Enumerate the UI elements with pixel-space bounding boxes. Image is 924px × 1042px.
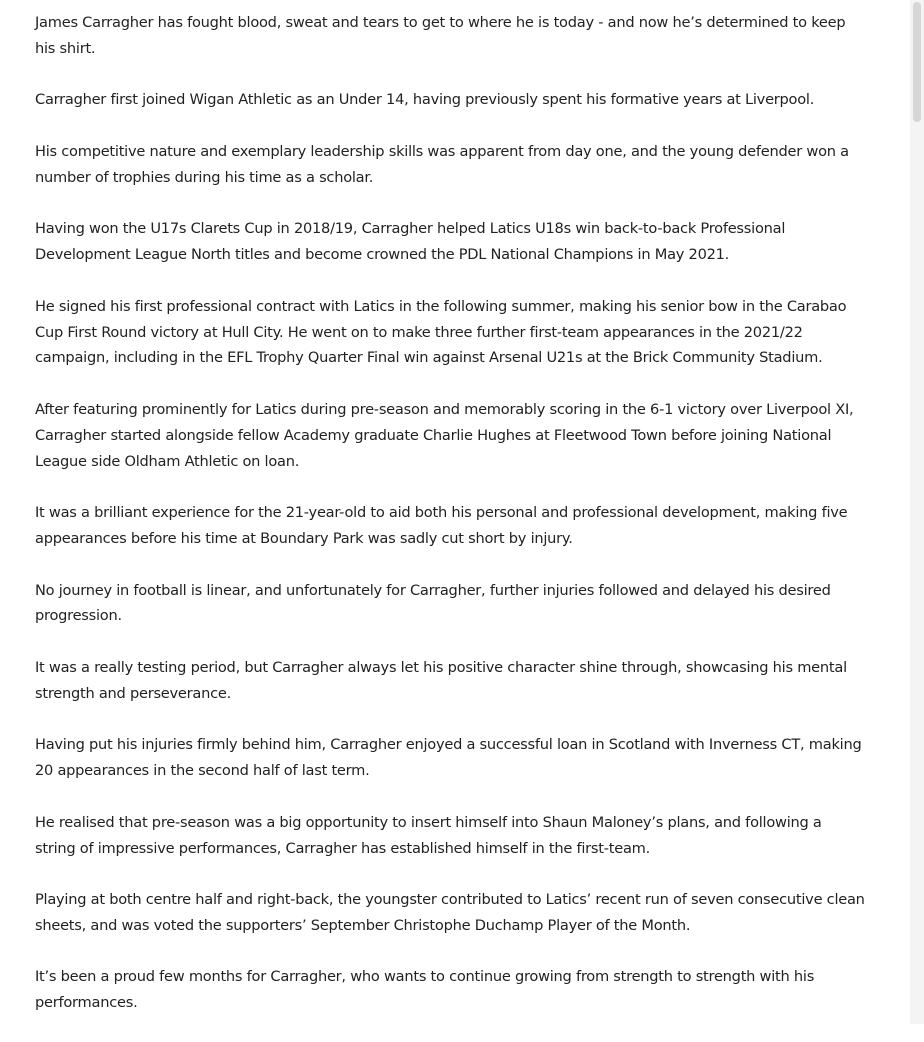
article-paragraph: He signed his first professional contract with Latics in the following summer, making his senior bow in the Carabao Cup First Round victory at Hull City. He went on to make three further first-team appearances in the 2021/22 campaign, including in the EFL Trophy Quarter Final win against Arsenal U21s at the Brick Community Stadium.: [35, 297, 847, 367]
article-paragraph: After featuring prominently for Latics during pre-season and memorably scoring in the 6-1 victory over Liverpool XI, Carragher started alongside fellow Academy graduate Charlie Hughes at Fleetwood Town before joining National League side Oldham Athletic on loan.: [35, 400, 854, 470]
article-paragraph: Playing at both centre half and right-back, the youngster contributed to Latics’ recent run of seven consecutive clean sheets, and was voted the supporters’ September Christophe Duchamp Player of the Month.: [35, 891, 865, 934]
article-paragraph: Having put his injuries firmly behind him, Carragher enjoyed a successful loan in Scotland with Inverness CT, making 20 appearances in the second half of last term.: [35, 736, 862, 780]
article-body: [35, 10, 865, 1042]
vertical-scrollbar[interactable]: [910, 0, 924, 1024]
article-paragraph: Having won the U17s Clarets Cup in 2018/19, Carragher helped Latics U18s win back-to-back Professional Development League North titles and become crowned the PDL National Champions in May 2021.: [35, 220, 786, 264]
article-paragraph: James Carragher has fought blood, sweat and tears to get to where he is today - and now he’s determined to keep his shirt.: [35, 14, 846, 57]
article-paragraph: He realised that pre-season was a big opportunity to insert himself into Shaun Maloney’s plans, and following a string of impressive performances, Carragher has established himself in the first-team.: [35, 813, 822, 857]
article-paragraph: It was a brilliant experience for the 21-year-old to aid both his personal and professional development, making five appearances before his time at Boundary Park was sadly cut short by injury.: [35, 504, 848, 547]
article-paragraph: It was a really testing period, but Carragher always let his positive character shine through, showcasing his mental strength and perseverance.: [35, 658, 847, 702]
article-paragraph: Carragher first joined Wigan Athletic as an Under 14, having previously spent his formative years at Liverpool.: [35, 91, 815, 109]
article-paragraph: It’s been a proud few months for Carragher, who wants to continue growing from strength to strength with his performances.: [35, 968, 815, 1012]
article-paragraph: His competitive nature and exemplary leadership skills was apparent from day one, and the young defender won a number of trophies during his time as a scholar.: [35, 142, 849, 186]
scrollbar-thumb[interactable]: [913, 2, 921, 122]
article-paragraph: No journey in football is linear, and unfortunately for Carragher, further injuries followed and delayed his desired progression.: [35, 581, 831, 625]
